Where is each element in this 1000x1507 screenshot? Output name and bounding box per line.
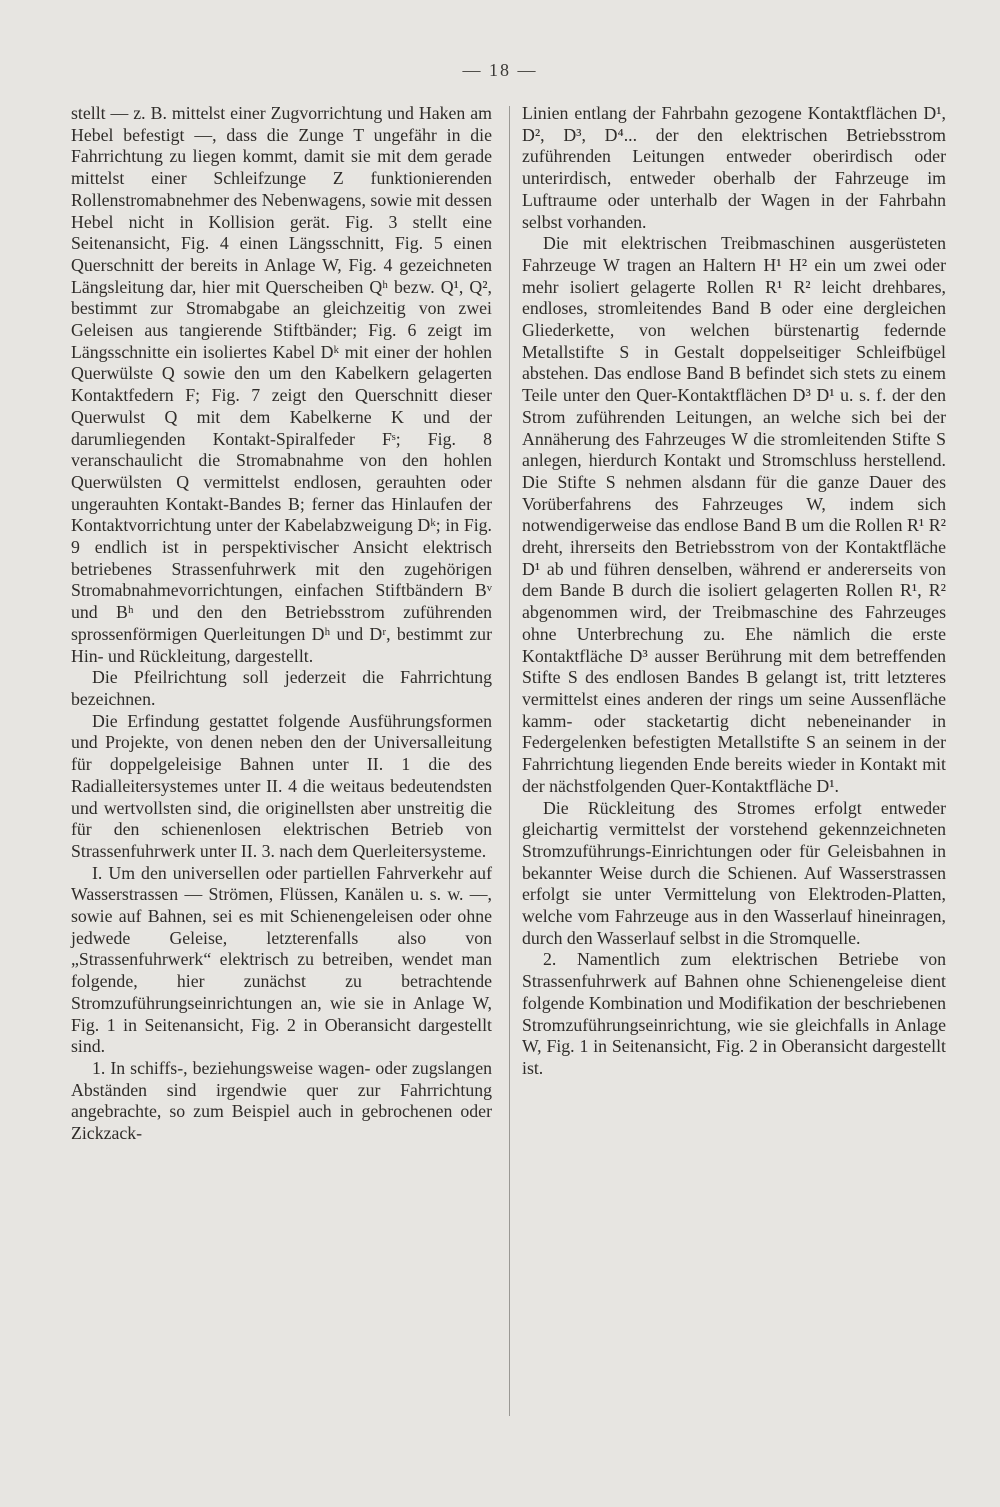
paragraph: Die Erfindung gestattet folgende Ausführungsformen und Projekte, von denen neben den der Universalleitung für doppelgeleisige Bahnen unter II. 1 die des Radialleitersystemes unter II. 4 die weitaus bedeutendsten und wertvollsten sind, die originellsten aber unstreitig die für den schienenlosen elektrischen Betrieb von Strassenfuhrwerk unter II. 3. nach dem Querleitersysteme. bbox=[71, 710, 492, 861]
paragraph: Die mit elektrischen Treibmaschinen ausgerüsteten Fahrzeuge W tragen an Haltern H¹ H² ein um zwei oder mehr isoliert gelagerte Rollen R¹ R² leicht drehbares, endloses, stromleitendes Band B oder eine dergleichen Gliederkette, von welchen bürstenartig federnde Metallstifte S in Gestalt doppelseitiger Schleifbügel abstehen. Das endlose Band B befindet sich stets zu einem Teile unter den Quer-Kontaktflächen D³ D¹ u. s. f. der den Strom zuführenden Leitungen, an welche sich bei der Annäherung des Fahrzeuges W die stromleitenden Stifte S anlegen, hierdurch Kontakt und Stromschluss herstellend. Die Stifte S nehmen alsdann für die ganze Dauer des Vorüberfahrens des Fahrzeuges W, indem sich notwendigerweise das endlose Band B um die Rollen R¹ R² dreht, ihrerseits den Betriebsstrom von der Kontaktfläche D¹ ab und führen denselben, während er andererseits von dem Bande B durch die isoliert gelagerten Rollen R¹, R² abgenommen wird, der Treibmaschine des Fahrzeuges ohne Unterbrechung zu. Ehe nämlich die erste Kontaktfläche D³ ausser Berührung mit dem betreffenden Stifte S des endlosen Bandes B gelangt ist, tritt letzteres vermittelst eines anderen der rings um seine Aussenfläche kamm- oder stacketartig dicht nebeneinander in Federgelenken befestigten Metallstifte S an seinem in der Fahrrichtung liegenden Ende bereits wieder in Kontakt mit der nächstfolgenden Quer-Kontaktfläche D¹. bbox=[522, 233, 946, 796]
paragraph: I. Um den universellen oder partiellen Fahrverkehr auf Wasserstrassen — Strömen, Flüssen, Kanälen u. s. w. —, sowie auf Bahnen, sei es mit Schienengeleisen oder ohne jedwede Geleise, letzterenfalls also von „Strassenfuhrwerk“ elektrisch zu betreiben, wendet man folgende, hier zunächst zu betrachtende Stromzuführungseinrichtungen an, wie sie in Anlage W, Fig. 1 in Seitenansicht, Fig. 2 in Oberansicht dargestellt sind. bbox=[71, 862, 492, 1057]
paragraph: Die Rückleitung des Stromes erfolgt entweder gleichartig vermittelst der vorstehend gekennzeichneten Stromzuführungs-Einrichtungen oder für Geleisbahnen in bekannter Weise durch die Schienen. Auf Wasserstrassen erfolgt sie unter Vermittelung von Elektroden-Platten, welche vom Fahrzeuge aus in den Wasserlauf hineinragen, durch den Wasserlauf selbst in die Stromquelle. bbox=[522, 797, 946, 948]
paragraph: stellt — z. B. mittelst einer Zugvorrichtung und Haken am Hebel befestigt —, dass die Zunge T ungefähr in die Fahrrichtung zu liegen kommt, damit sie mit dem gerade mittelst einer Schleifzunge Z funktionierenden Rollenstromabnehmer des Nebenwagens, sowie mit dessen Hebel nicht in Kollision gerät. Fig. 3 stellt eine Seitenansicht, Fig. 4 einen Längsschnitt, Fig. 5 einen Querschnitt der bereits in Anlage W, Fig. 4 gezeichneten Längsleitung dar, hier mit Querscheiben Qʰ bezw. Q¹, Q², bestimmt zur Stromabgabe an gleichzeitig von zwei Geleisen aus tangierende Stiftbänder; Fig. 6 zeigt im Längsschnitte ein isoliertes Kabel Dᵏ mit einer der hohlen Querwülste Q sowie den um den Kabelkern gelagerten Kontaktfedern F; Fig. 7 zeigt den Querschnitt dieser Querwulst Q mit dem Kabelkerne K und der darumliegenden Kontakt-Spiralfeder Fˢ; Fig. 8 veranschaulicht die Stromabnahme von den hohlen Querwülsten Q vermittelst endlosen, gerauhten oder ungerauhten Kontakt-Bandes B; ferner das Hinlaufen der Kontaktvorrichtung unter der Kabelabzweigung Dᵏ; in Fig. 9 endlich ist in perspektivischer Ansicht elektrisch betriebenes Strassenfuhrwerk mit den zugehörigen Stromabnahmevorrichtungen, einfachen Stiftbändern Bᵛ und Bʰ und den den Betriebsstrom zuführenden sprossenförmigen Querleitungen Dʰ und Dʳ, bestimmt zur Hin- und Rückleitung, dargestellt. bbox=[71, 103, 492, 666]
page-number: — 18 — bbox=[462, 60, 538, 80]
left-column bbox=[71, 103, 492, 1145]
column-divider bbox=[509, 106, 510, 1416]
right-column bbox=[522, 103, 946, 1080]
paragraph: Die Pfeilrichtung soll jederzeit die Fahrrichtung bezeichnen. bbox=[71, 667, 492, 709]
paragraph: 1. In schiffs-, beziehungsweise wagen- oder zugslangen Abständen sind irgendwie quer zur Fahrrichtung angebrachte, so zum Beispiel auch in gebrochenen oder Zickzack- bbox=[71, 1057, 492, 1144]
paragraph: Linien entlang der Fahrbahn gezogene Kontaktflächen D¹, D², D³, D⁴... der den elektrischen Betriebsstrom zuführenden Leitungen entweder oberirdisch oder unterirdisch, entweder oberhalb der Fahrzeuge im Luftraume oder unterhalb der Wagen in der Fahrbahn selbst vorhanden. bbox=[522, 103, 946, 232]
paragraph: 2. Namentlich zum elektrischen Betriebe von Strassenfuhrwerk auf Bahnen ohne Schienengeleise dient folgende Kombination und Modifikation der beschriebenen Stromzuführungseinrichtung, wie sie gleichfalls in Anlage W, Fig. 1 in Seitenansicht, Fig. 2 in Oberansicht dargestellt ist. bbox=[522, 949, 946, 1078]
